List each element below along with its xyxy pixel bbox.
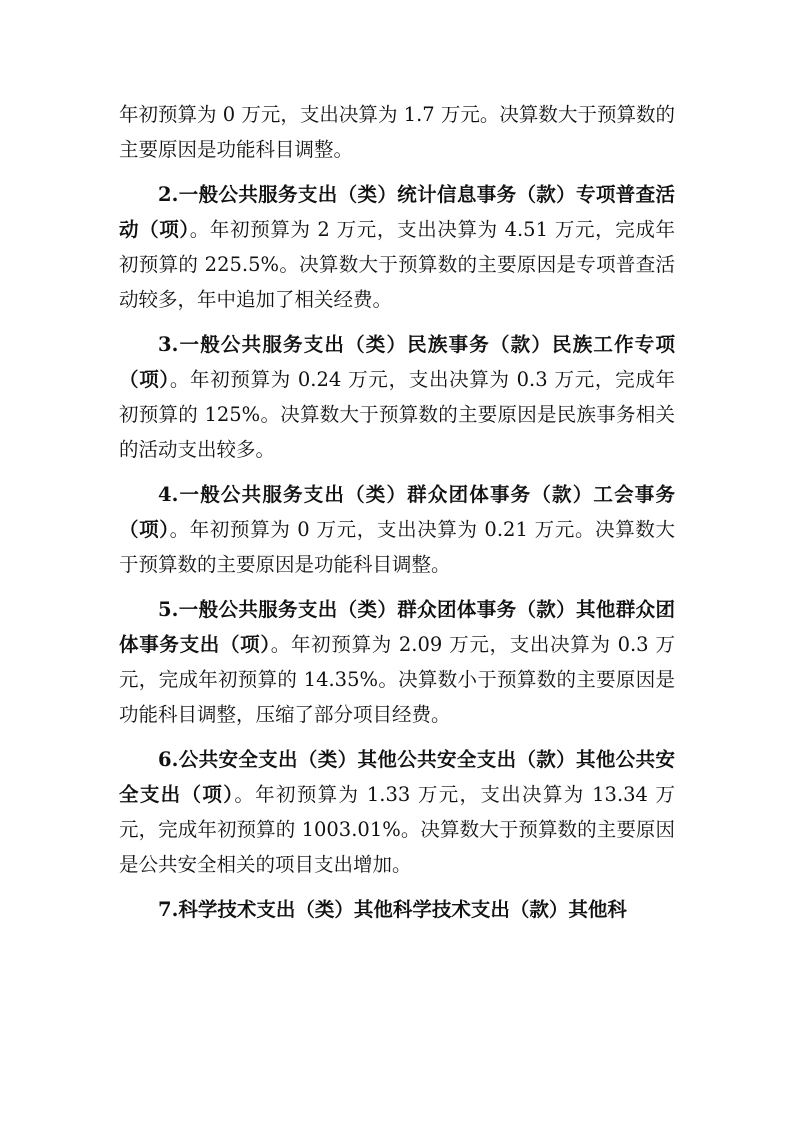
paragraph-6 xyxy=(119,742,675,882)
paragraph-body: 。年初预算为 0.24 万元，支出决算为 0.3 万元，完成年初预算的 125%。决算数大于预算数的主要原因是民族事务相关的活动支出较多。 xyxy=(119,368,675,461)
paragraph-3 xyxy=(119,327,675,467)
paragraph-7 xyxy=(119,892,675,927)
paragraph-2 xyxy=(119,177,675,317)
paragraph-5 xyxy=(119,592,675,732)
paragraph-body: 。年初预算为 0 万元，支出决算为 0.21 万元。决算数大于预算数的主要原因是功能科目调整。 xyxy=(119,518,675,576)
paragraph-1 xyxy=(119,97,675,167)
paragraph-heading: 5.一般公共服务支出（类）群众团体事务（款）其他群众团体事务支出（项） xyxy=(119,598,675,656)
document-body xyxy=(119,97,675,937)
paragraph-heading: 3.一般公共服务支出（类）民族事务（款）民族工作专项（项） xyxy=(119,333,675,391)
paragraph-body: 。年初预算为 1.33 万元，支出决算为 13.34 万元，完成年初预算的 1003.01%。决算数大于预算数的主要原因是公共安全相关的项目支出增加。 xyxy=(119,783,675,876)
paragraph-heading: 7.科学技术支出（类）其他科学技术支出（款）其他科 xyxy=(158,898,627,921)
paragraph-body: 。年初预算为 2.09 万元，支出决算为 0.3 万元，完成年初预算的 14.35%。决算数小于预算数的主要原因是功能科目调整，压缩了部分项目经费。 xyxy=(119,633,675,726)
paragraph-4 xyxy=(119,477,675,582)
paragraph-heading: 4.一般公共服务支出（类）群众团体事务（款）工会事务（项） xyxy=(119,483,675,541)
paragraph-heading: 2.一般公共服务支出（类）统计信息事务（款）专项普查活动（项） xyxy=(119,183,675,241)
paragraph-heading: 6.公共安全支出（类）其他公共安全支出（款）其他公共安全支出（项） xyxy=(119,748,675,806)
paragraph-body: 年初预算为 0 万元，支出决算为 1.7 万元。决算数大于预算数的主要原因是功能科目调整。 xyxy=(119,103,675,161)
paragraph-body: 。年初预算为 2 万元，支出决算为 4.51 万元，完成年初预算的 225.5%。决算数大于预算数的主要原因是专项普查活动较多，年中追加了相关经费。 xyxy=(119,218,675,311)
